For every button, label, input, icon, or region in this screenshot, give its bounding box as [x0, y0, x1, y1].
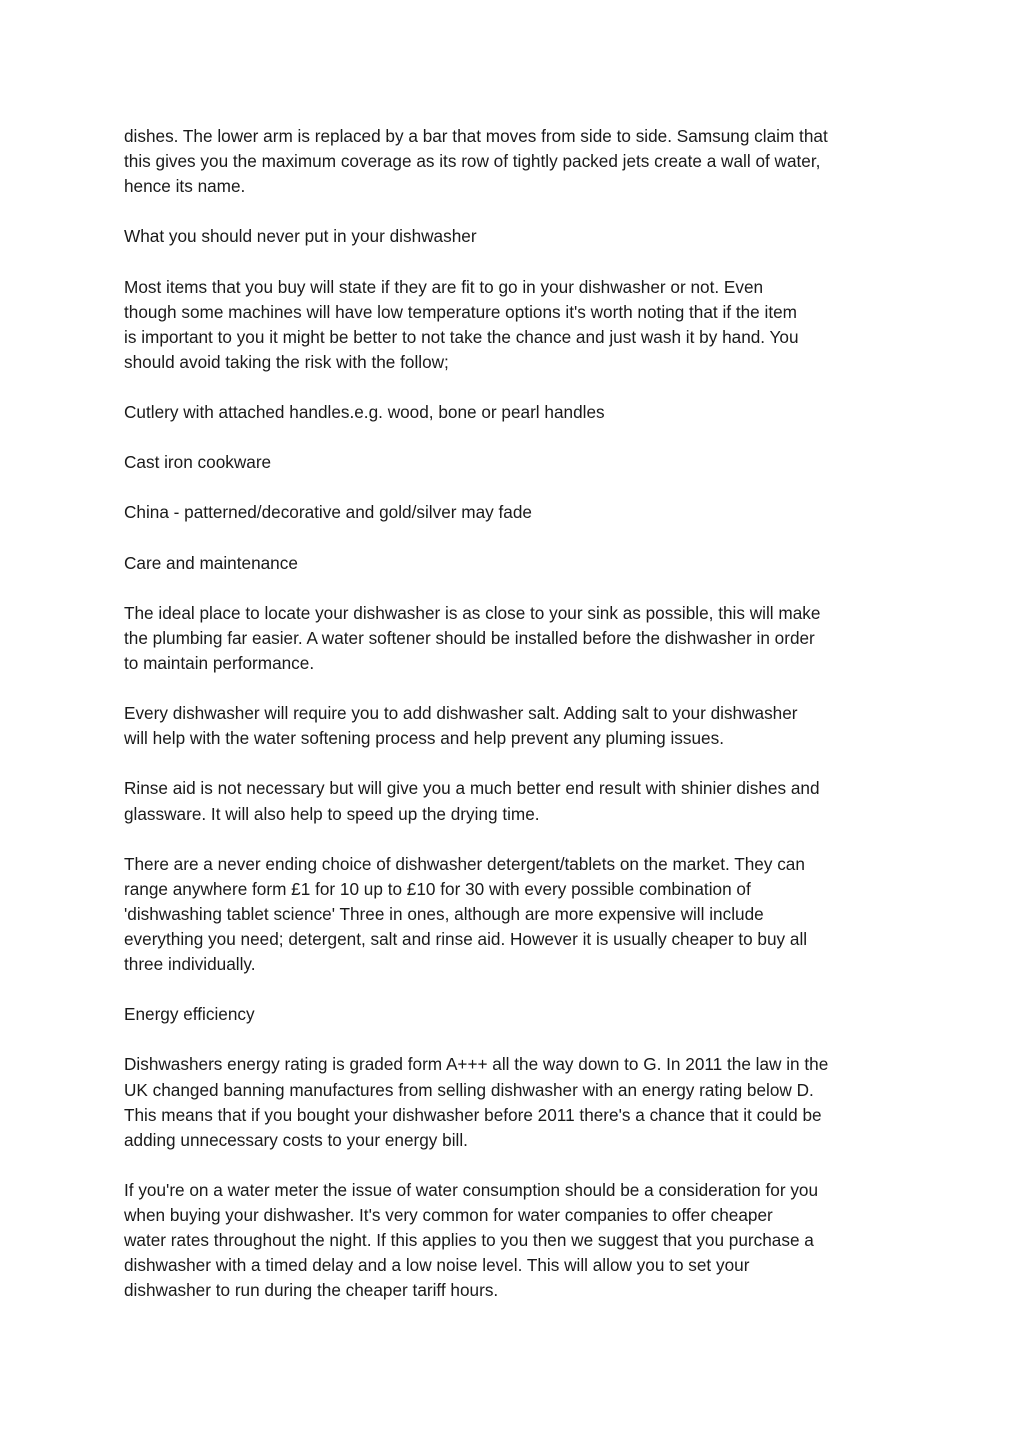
text-line: dishwasher to run during the cheaper tariff hours. — [124, 1280, 499, 1301]
text-line: is important to you it might be better to not take the chance and just wash it by hand. You — [124, 326, 799, 347]
paragraph-detergent — [124, 852, 904, 977]
text-line: when buying your dishwasher. It's very common for water companies to offer cheaper — [124, 1205, 773, 1226]
text-line: will help with the water softening process and help prevent any pluming issues. — [124, 728, 724, 749]
text-line: this gives you the maximum coverage as its row of tightly packed jets create a wall of water, — [124, 151, 821, 172]
text-line: 'dishwashing tablet science' Three in ones, although are more expensive will include — [124, 903, 764, 924]
text-line: everything you need; detergent, salt and rinse aid. However it is usually cheaper to buy all — [124, 929, 808, 949]
heading-text: Care and maintenance — [124, 552, 298, 573]
text-line: should avoid taking the risk with the follow; — [124, 351, 449, 372]
text-line: the plumbing far easier. A water softener should be installed before the dishwasher in order — [124, 627, 815, 648]
text-line: Cutlery with attached handles.e.g. wood, bone or pearl handles — [124, 402, 605, 423]
list-item-cast-iron — [124, 450, 904, 475]
text-line: though some machines will have low temperature options it's worth noting that if the item — [124, 301, 797, 322]
text-line: three individually. — [124, 954, 256, 975]
text-line: range anywhere form £1 for 10 up to £10 for 30 with every possible combination of — [124, 878, 751, 899]
list-item-cutlery — [124, 400, 904, 425]
text-line: Cast iron cookware — [124, 452, 272, 473]
text-line: There are a never ending choice of dishwasher detergent/tablets on the market. They can — [124, 853, 805, 874]
paragraph-water-meter — [124, 1178, 904, 1303]
paragraph-rinse-aid — [124, 776, 904, 826]
section-heading-energy — [124, 1002, 904, 1027]
text-line: Every dishwasher will require you to add dishwasher salt. Adding salt to your dishwasher — [124, 703, 798, 724]
paragraph-salt — [124, 701, 904, 751]
text-line: adding unnecessary costs to your energy bill. — [124, 1129, 468, 1150]
section-heading-never-put — [124, 224, 904, 249]
text-line: dishes. The lower arm is replaced by a bar that moves from side to side. Samsung claim that — [124, 126, 828, 146]
text-line: hence its name. — [124, 176, 246, 197]
paragraph-dishwasher-arm — [124, 124, 904, 199]
heading-text: Energy efficiency — [124, 1004, 255, 1025]
list-item-china — [124, 500, 904, 525]
paragraph-energy-rating — [124, 1052, 904, 1152]
text-line: This means that if you bought your dishwasher before 2011 there's a chance that it could be — [124, 1104, 822, 1125]
paragraph-ideal-place — [124, 601, 904, 676]
section-heading-care — [124, 551, 904, 576]
paragraph-most-items — [124, 275, 904, 375]
text-line: UK changed banning manufactures from selling dishwasher with an energy rating below D. — [124, 1079, 814, 1100]
text-line: If you're on a water meter the issue of water consumption should be a consideration for you — [124, 1179, 819, 1200]
text-line: glassware. It will also help to speed up the drying time. — [124, 803, 540, 824]
text-line: Most items that you buy will state if they are fit to go in your dishwasher or not. Even — [124, 276, 764, 297]
text-line: Rinse aid is not necessary but will give you a much better end result with shinier dishes and — [124, 778, 820, 799]
text-line: dishwasher with a timed delay and a low noise level. This will allow you to set your — [124, 1255, 750, 1276]
text-line: Dishwashers energy rating is graded form A+++ all the way down to G. In 2011 the law in the — [124, 1054, 829, 1075]
text-line: to maintain performance. — [124, 652, 315, 673]
text-line: The ideal place to locate your dishwasher is as close to your sink as possible, this will make — [124, 602, 821, 623]
heading-text: What you should never put in your dishwasher — [124, 226, 477, 247]
text-line: water rates throughout the night. If this applies to you then we suggest that you purchase a — [124, 1230, 814, 1251]
document-page — [124, 124, 904, 1329]
text-line: China - patterned/decorative and gold/silver may fade — [124, 502, 532, 523]
